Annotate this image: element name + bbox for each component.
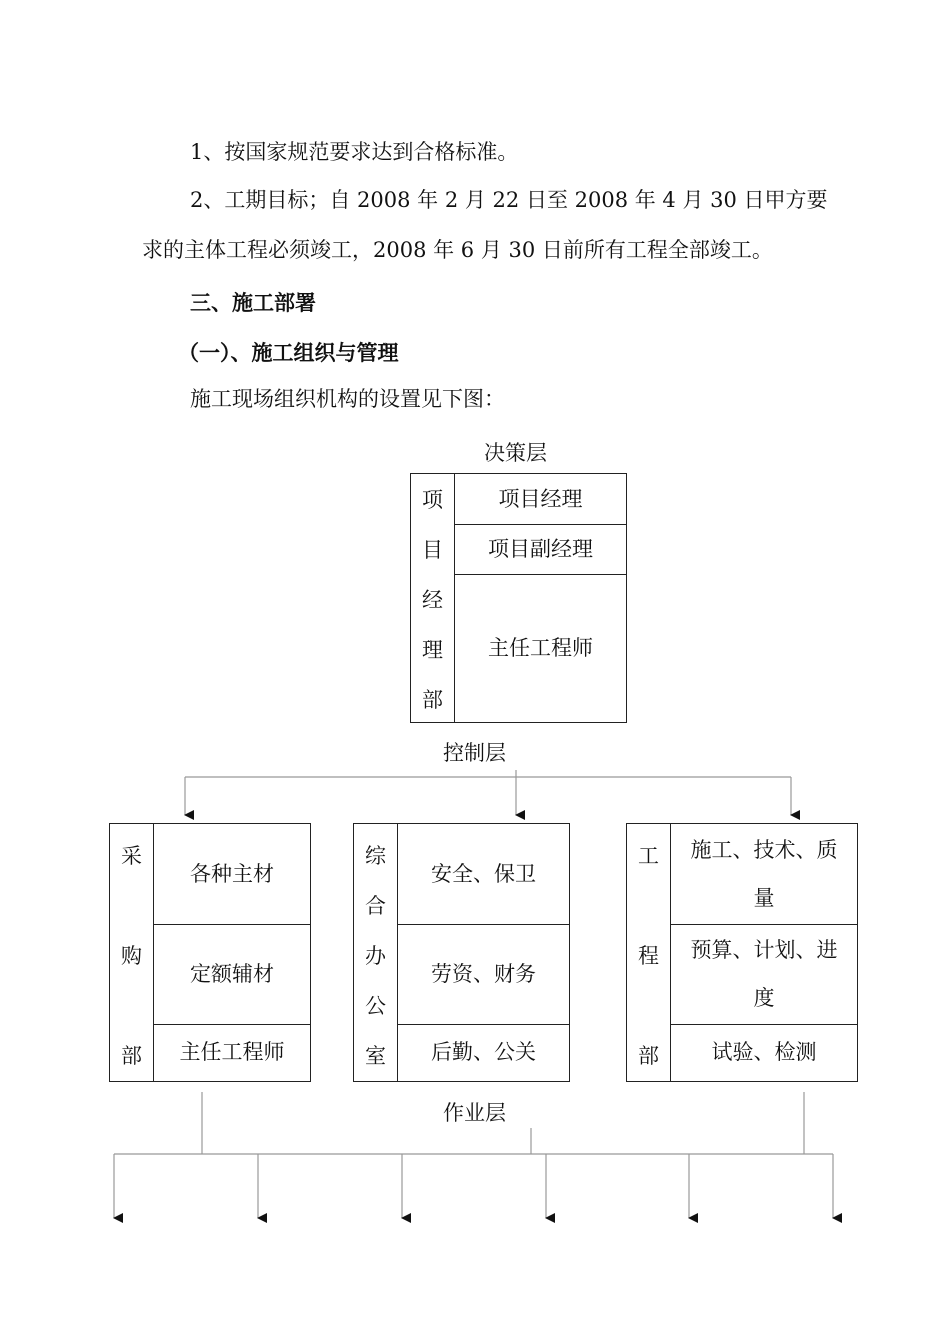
project-manager-cell: 项目经理 [498, 487, 583, 511]
purchase-dept-box [109, 823, 311, 1082]
section-heading: 三、施工部署 [190, 290, 316, 315]
decision-layer-label: 决策层 [484, 441, 547, 465]
general-office-box [353, 823, 570, 1082]
side-char: 工 [638, 844, 659, 868]
engineering-dept-side-label [627, 824, 671, 1081]
logistics-pr-cell: 后勤、公关 [431, 1040, 536, 1064]
side-char: 项 [422, 488, 443, 512]
side-char: 室 [365, 1044, 386, 1068]
purchase-dept-side-label [110, 824, 154, 1081]
side-char: 采 [121, 844, 142, 868]
intro-line: 施工现场组织机构的设置见下图： [190, 387, 505, 411]
deputy-manager-cell: 项目副经理 [488, 537, 593, 561]
purchase-chief-engineer-cell: 主任工程师 [179, 1040, 285, 1064]
cell-line: 量 [753, 886, 775, 910]
side-char: 合 [365, 894, 386, 918]
goal-schedule-line-1: 2、工期目标；自 2008 年 2 月 22 日至 2008 年 4 月 30 日甲方要 [190, 188, 828, 212]
side-char: 程 [638, 944, 659, 968]
chief-engineer-cell: 主任工程师 [488, 635, 593, 660]
side-char: 部 [121, 1044, 142, 1068]
engineering-dept-box [626, 823, 858, 1082]
testing-inspection-cell: 试验、检测 [711, 1040, 817, 1064]
control-layer-label: 控制层 [443, 741, 506, 765]
goal-quality-line: 1、按国家规范要求达到合格标准。 [190, 140, 519, 164]
construction-tech-quality-cell [671, 824, 857, 924]
side-char: 目 [422, 538, 443, 562]
project-manager-dept-side-label [411, 474, 455, 722]
cell-line: 度 [753, 986, 775, 1010]
side-char: 理 [422, 638, 443, 662]
side-char: 综 [365, 844, 386, 868]
general-office-side-label [354, 824, 398, 1081]
cell-line: 施工、技术、质 [690, 838, 838, 862]
subsection-heading: （一）、施工组织与管理 [178, 340, 399, 365]
goal-schedule-line-2: 求的主体工程必须竣工，2008 年 6 月 30 日前所有工程全部竣工。 [142, 238, 773, 262]
security-cell: 安全、保卫 [431, 862, 536, 886]
cell-line: 预算、计划、进 [690, 938, 838, 962]
side-char: 办 [365, 944, 386, 968]
side-char: 部 [422, 688, 443, 712]
project-manager-dept-box [410, 473, 627, 723]
auxiliary-materials-cell: 定额辅材 [190, 962, 274, 986]
side-char: 购 [121, 944, 142, 968]
side-char: 部 [638, 1044, 659, 1068]
side-char: 公 [365, 994, 386, 1018]
budget-plan-progress-cell [671, 924, 857, 1024]
main-materials-cell: 各种主材 [190, 862, 274, 886]
operation-layer-label: 作业层 [443, 1101, 506, 1125]
side-char: 经 [422, 588, 443, 612]
labor-finance-cell: 劳资、财务 [431, 962, 536, 986]
